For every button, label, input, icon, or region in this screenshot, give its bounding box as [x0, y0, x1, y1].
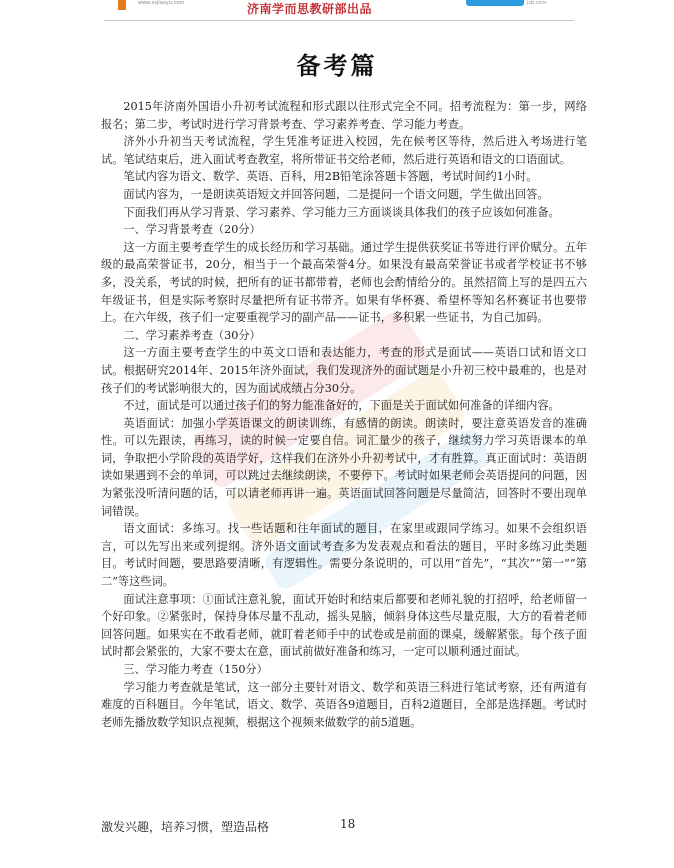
paragraph: 语文面试：多练习。找一些话题和往年面试的题目，在家里或跟同学练习。如果不会组织语言，可以先写出来或列提纲。济外语文面试考查多为发表观点和看法的题目，平时多练习此类题目。考试时间题，要思路要清晰，有逻辑性。需要分条说明的，可以用“首先”，“其次”“第一”“第二”等这些词。: [101, 522, 587, 589]
paragraph: 2015年济南外国语小升初考试流程和形式跟以往形式完全不同。招考流程为：第一步，网络报名；第二步，考试时进行学习背景考查、学习素养考查、学习能力考查。: [101, 100, 587, 131]
paragraph: 笔试内容为语文、数学、英语、百科，用2B铅笔涂答题卡答题，考试时间约1小时。: [123, 170, 538, 184]
paragraph: 下面我们再从学习背景、学习素养、学习能力三方面谈谈具体我们的孩子应该如何准备。: [123, 205, 560, 219]
paragraph: 济外小升初当天考试流程，学生凭准考证进入校园，先在候考区等待，然后进入考场进行笔试。笔试结束后，进入面试考查教室，将所带证书交给老师，然后进行英语和语文的口语面试。: [101, 135, 587, 166]
page-title: 备考篇: [296, 51, 378, 80]
paragraph: 面试内容为，一是朗读英语短文并回答问题，二是提问一个语文问题，学生做出回答。: [123, 187, 549, 201]
brand-logo-icon: [118, 0, 126, 10]
page-header: [0, 0, 674, 22]
section-heading: 一、学习背景考查（20分）: [123, 223, 261, 237]
paragraph: 这一方面主要考查学生的成长经历和学习基础。通过学生提供获奖证书等进行评价赋分。五年级的最高荣誉证书，20分，相当于一个最高荣誉4分。如果没有最高荣誉证书或者学校证书不够多，没关系，考试的时候，把所有的证书都带着，老师也会酌情给分的。虽然招简上写的是四五六年级证书，但是实际考察时尽量把所有证书带齐。如果有华杯赛、希望杯等知名杯赛证书也要带上。在六年级，孩子们一定要重视学习的副产品——证书，多积累一些证书，为自己加码。: [101, 240, 587, 325]
section-heading: 三、学习能力考查（150分）: [123, 663, 268, 676]
paragraph: 英语面试：加强小学英语课文的朗读训练，有感情的朗读。朗读时，要注意英语发音的准确性。可以先跟读，再练习，读的时候一定要自信。词汇量少的孩子，继续努力学习英语课本的单词，争取把小学阶段的英语学好，这样我们在济外小升初考试中，才有胜算。真正面试时：英语朗读如果遇到不会的单词，可以跳过去继续朗读，不要停下。考试时如果老师会英语提问的问题，因为紧张没听清问题的话，可以请老师再讲一遍。英语面试回答问题是尽量简洁，回答时不要出现单词错误。: [101, 416, 587, 518]
paragraph: 学习能力考查就是笔试，这一部分主要针对语文、数学和英语三科进行笔试考察，还有两道有难度的百科题目。今年笔试，语文、数学、英语各9道题目，百科2道题目，全部是选择题。考试时老师先播放数学知识点视频，根据这个视频来做数学的前5道题。: [101, 680, 587, 729]
footer-slogan: 激发兴趣，培养习惯，塑造品格: [101, 820, 270, 834]
paragraph: 面试注意事项：①面试注意礼貌，面试开始时和结束后都要和老师礼貌的打招呼，给老师留一个好印象。②紧张时，保持身体尽量不乱动，摇头晃脑，倾斜身体这些尽量克服，大方的看着老师回答问题。如果实在不敢看老师，就盯着老师手中的试卷或是前面的课桌，缓解紧张。每个孩子面试时都会紧张的，大家不要太在意，面试前做好准备和练习，一定可以顺利通过面试。: [101, 592, 587, 659]
header-title: 济南学而思教研部出品: [247, 2, 373, 16]
brand-logo-url: www.xsjiaoyu.com: [138, 0, 185, 6]
partner-logo-icon: [466, 0, 524, 6]
document-body: [101, 98, 587, 731]
paragraph: 不过，面试是可以通过孩子们的努力能准备好的，下面是关于面试如何准备的详细内容。: [123, 399, 560, 413]
partner-logo-url: jzb.com: [527, 0, 547, 6]
header-divider: [104, 20, 574, 21]
paragraph: 这一方面主要考查学生的中英文口语和表达能力，考查的形式是面试——英语口试和语文口试。根据研究2014年、2015年济外面试，我们发现济外的面试题是小升初三校中最难的，也是对孩子们的考试影响很大的，因为面试成绩占分30分。: [101, 346, 587, 395]
section-heading: 二、学习素养考查（30分）: [123, 328, 261, 342]
page-number: 18: [340, 817, 356, 831]
